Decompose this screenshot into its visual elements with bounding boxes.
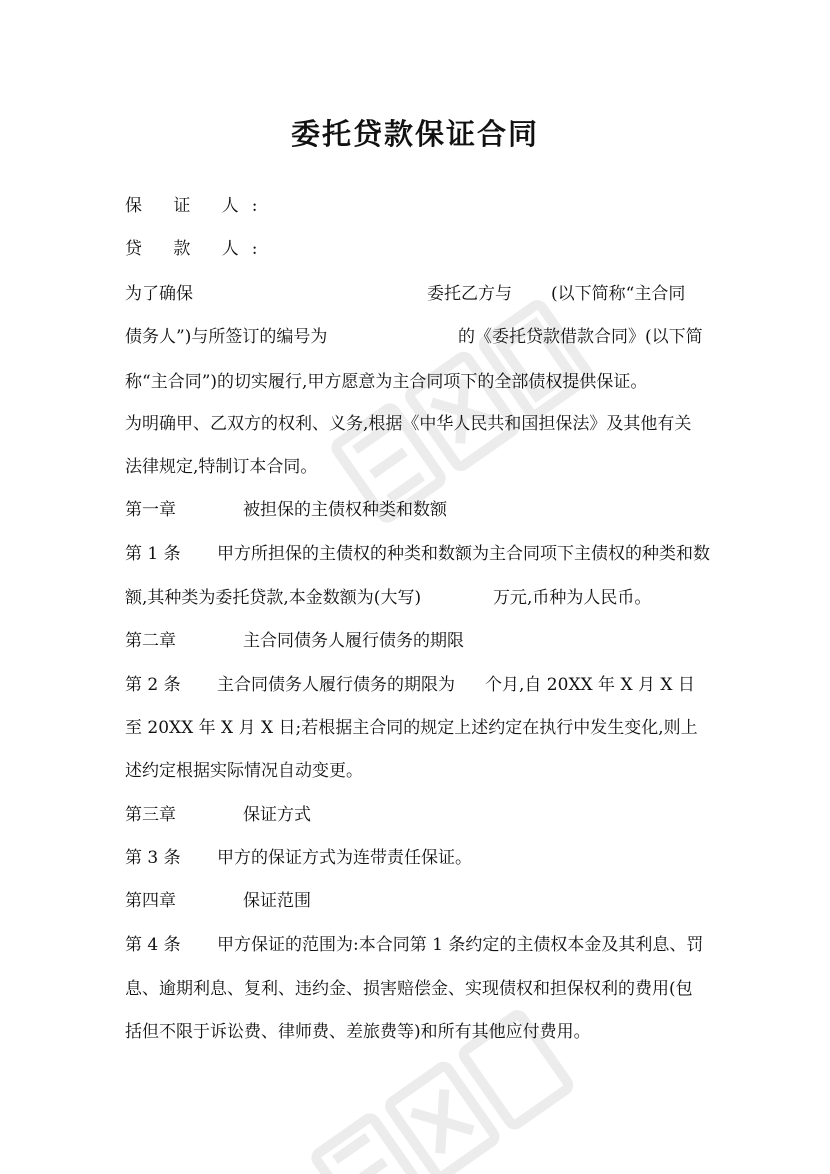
preamble-line-2 [125, 325, 705, 349]
chapter-4-heading [125, 889, 525, 913]
article-1-text-2a: 额,其种类为委托贷款,本金数额为(大写) [125, 588, 422, 608]
article-3-label: 第 3 条 [125, 848, 181, 868]
article-2-line-3: 述约定根据实际情况自动变更。 [125, 761, 363, 781]
article-2-label: 第 2 条 [125, 675, 181, 695]
preamble-line-2-b: 的《委托贷款借款合同》(以下简 [458, 327, 703, 347]
preamble-line-1 [125, 282, 705, 306]
chapter-2-heading [125, 629, 525, 653]
article-1-line-1 [125, 542, 710, 566]
article-3-text-1: 甲方的保证方式为连带责任保证。 [217, 848, 472, 868]
guarantor-label: 保 证 人: [125, 196, 271, 216]
preamble-line-1-c: (以下简称“主合同 [551, 284, 686, 304]
preamble-line-3: 称“主合同”)的切实履行,甲方愿意为主合同项下的全部债权提供保证。 [125, 372, 648, 392]
article-2-line-2: 至 20XX 年 X 月 X 日;若根据主合同的规定上述约定在执行中发生变化,则上 [125, 718, 698, 738]
article-1-line-2 [125, 586, 705, 610]
article-2-text-1a: 主合同债务人履行债务的期限为 [217, 675, 455, 695]
article-4-line-2: 息、逾期利息、复利、违约金、损害赔偿金、实现债权和担保权利的费用(包 [125, 979, 693, 999]
chapter-3-title: 保证方式 [243, 805, 311, 825]
chapter-1-heading [125, 498, 525, 522]
article-4-line-3: 括但不限于诉讼费、律师费、差旅费等)和所有其他应付费用。 [125, 1022, 591, 1042]
article-4-text-1: 甲方保证的范围为:本合同第 1 条约定的主债权本金及其利息、罚 [217, 935, 704, 955]
article-2-text-1b: 个月,自 20XX 年 X 月 X 日 [485, 675, 695, 695]
article-4-line-1 [125, 933, 705, 957]
chapter-1-label: 第一章 [125, 500, 176, 520]
chapter-1-title: 被担保的主债权种类和数额 [243, 500, 447, 520]
preamble-line-1-a: 为了确保 [125, 284, 193, 304]
chapter-2-title: 主合同债务人履行债务的期限 [243, 631, 464, 651]
chapter-4-label: 第四章 [125, 891, 176, 911]
chapter-4-title: 保证范围 [243, 891, 311, 911]
document-title: 委托贷款保证合同 [290, 117, 539, 151]
preamble-line-1-b: 委托乙方与 [427, 284, 512, 304]
chapter-2-label: 第二章 [125, 631, 176, 651]
chapter-3-label: 第三章 [125, 805, 176, 825]
preamble-line-2-a: 债务人”)与所签订的编号为 [125, 327, 328, 347]
article-3-line-1 [125, 846, 705, 870]
article-1-label: 第 1 条 [125, 544, 181, 564]
preamble-line-4: 为明确甲、乙双方的权利、义务,根据《中华人民共和国担保法》及其他有关 [125, 414, 692, 434]
article-4-label: 第 4 条 [125, 935, 181, 955]
article-2-line-1 [125, 673, 705, 697]
article-1-text-1: 甲方所担保的主债权的种类和数额为主合同项下主债权的种类和数 [217, 544, 710, 564]
lender-label: 贷 款 人: [125, 239, 271, 259]
chapter-3-heading [125, 803, 525, 827]
preamble-line-5: 法律规定,特制订本合同。 [125, 457, 318, 477]
article-1-text-2b: 万元,币种为人民币。 [493, 588, 652, 608]
